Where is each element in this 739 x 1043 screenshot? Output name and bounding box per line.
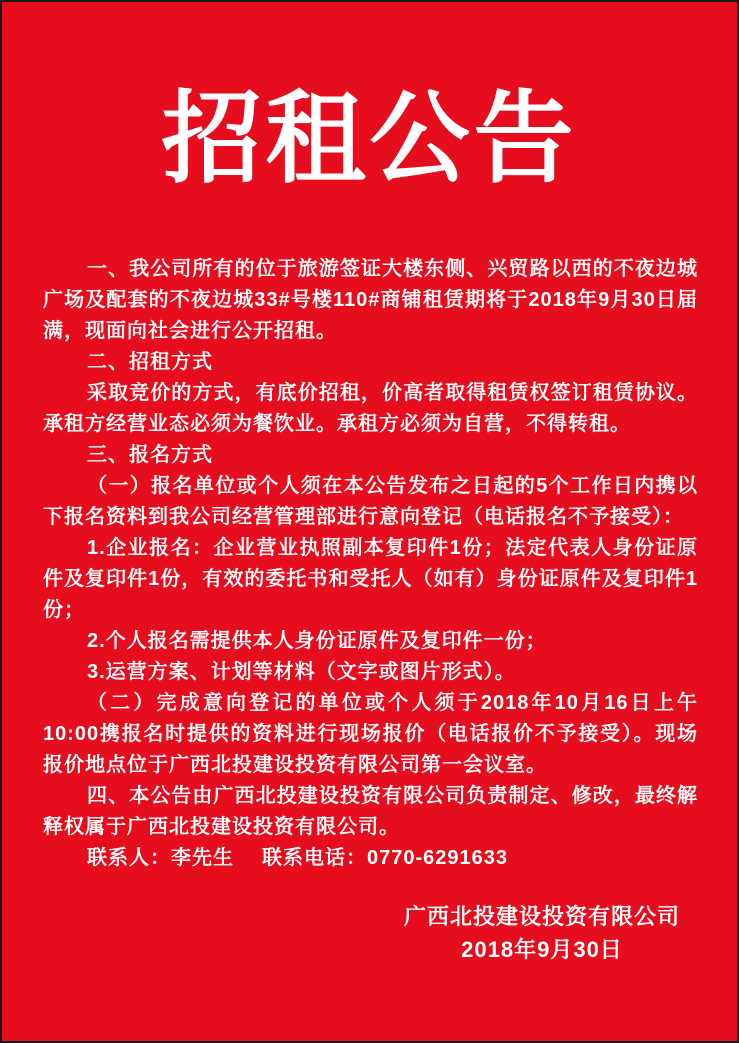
signature-company: 广西北投建设投资有限公司 (403, 904, 680, 929)
paragraph-method-detail: 采取竞价的方式，有底价招租，价高者取得租赁权签订租赁协议。承租方经营业态必须为餐饮业。承租方必须为自营，不得转租。 (43, 382, 698, 435)
signature-row (2, 900, 680, 966)
contact-phone: 联系电话：0770-6291633 (262, 847, 509, 869)
paragraph-signup-item-3: 3.运营方案、计划等材料（文字或图片形式）。 (87, 661, 516, 683)
paragraph-signup-item-2: 2.个人报名需提供本人身份证原件及复印件一份； (87, 630, 547, 652)
signature-block (404, 900, 680, 966)
poster-title: 招租公告 (161, 84, 578, 195)
paragraph-heading-method: 二、招租方式 (87, 351, 213, 373)
paragraph-signup-1: （一）报名单位或个人须在本公告发布之日起的5个工作日内携以下报名资料到我公司经营管理部进行意向登记（电话报名不予接受）： (43, 475, 698, 528)
paragraph-signup-item-1: 1.企业报名：企业营业执照副本复印件1份；法定代表人身份证原件及复印件1份，有效的委托书和受托人（如有）身份证原件及复印件1份； (43, 537, 698, 621)
paragraph-signup-2: （二）完成意向登记的单位或个人须于2018年10月16日上午10:00携报名时提供的资料进行现场报价（电话报价不予接受）。现场报价地点位于广西北投建设投资有限公司第一会议室。 (43, 692, 698, 776)
signature-date: 2018年9月30日 (461, 937, 623, 962)
paragraph-section-4: 四、本公告由广西北投建设投资有限公司负责制定、修改，最终解释权属于广西北投建设投资有限公司。 (43, 785, 698, 838)
paragraph-heading-signup: 三、报名方式 (87, 444, 213, 466)
announcement-body (43, 254, 698, 874)
contact-line (43, 843, 698, 874)
contact-person: 联系人：李先生 (87, 847, 234, 869)
paragraph-section-1: 一、我公司所有的位于旅游签证大楼东侧、兴贸路以西的不夜边城广场及配套的不夜边城33#号楼110#商铺租赁期将于2018年9月30日届满，现面向社会进行公开招租。 (43, 258, 698, 342)
